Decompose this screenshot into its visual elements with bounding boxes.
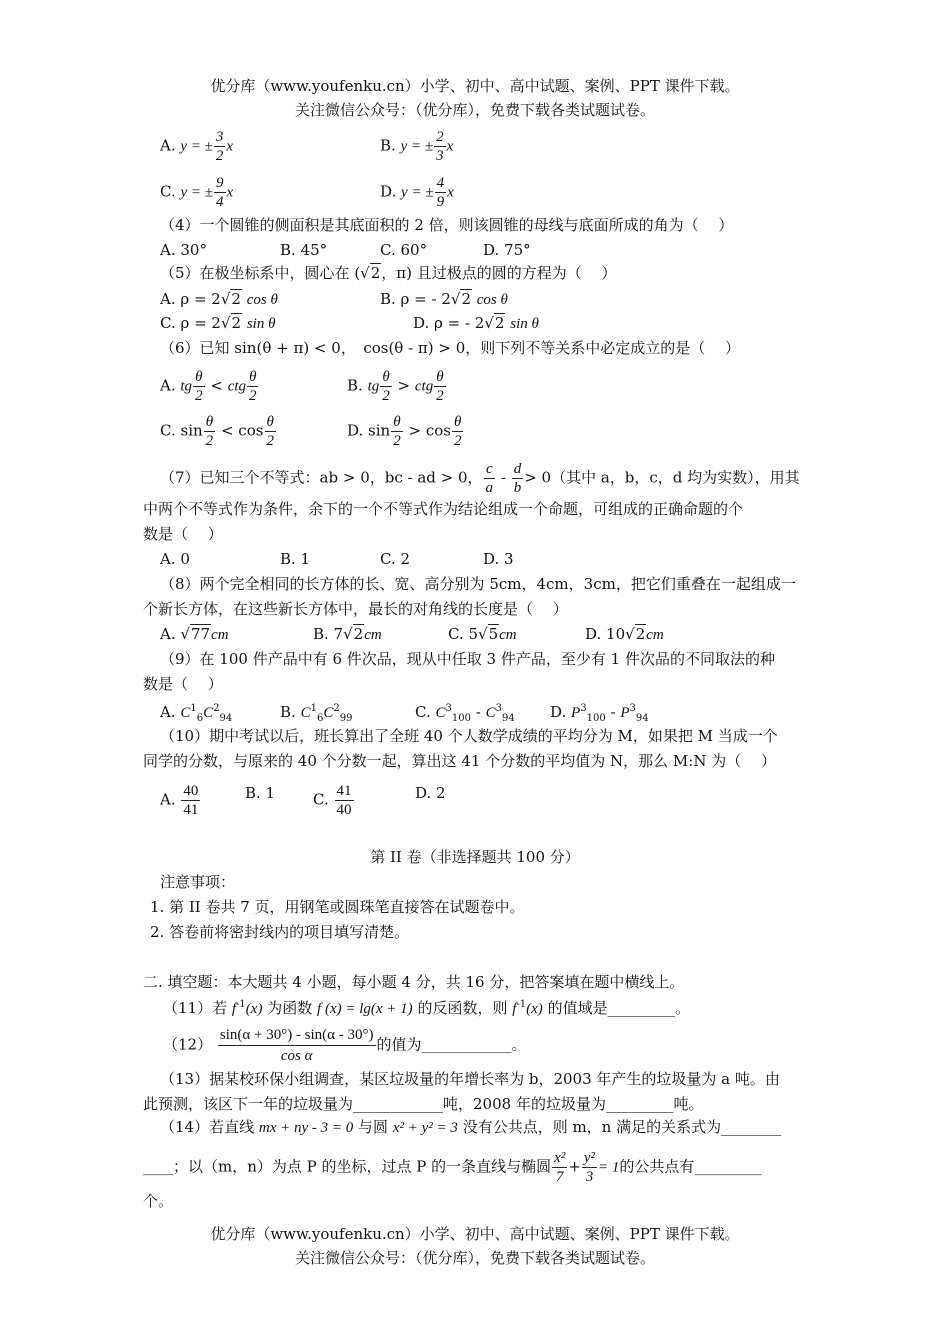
q9-option-a: A. $C^1_6C^2_{94}$ [160, 703, 233, 724]
q4-option-d: D. 75° [483, 241, 531, 259]
footer-line-1: 优分库（www.youfenku.cn）小学、初中、高中试题、案例、PPT 课件下载。 [210, 1225, 740, 1243]
q7-option-d: D. 3 [483, 550, 514, 568]
q7-stem-line-1: （7）已知三个不等式：ab > 0，bc - ad > 0， $\frac{c}{a}$ - $\frac{d}{b}$ > 0（其中 a，b，c，d 均为实数），用其 [160, 461, 800, 496]
q9-option-c: C. $C^3_{100} - C^3_{94}$ [415, 703, 515, 724]
q9-stem-line-1: （9）在 100 件产品中有 6 件次品，现从中任取 3 件产品，至少有 1 件次品的不同取法的种 [160, 650, 775, 668]
q3-option-a: A. y = ± $\frac{3}{2}$ x [160, 129, 234, 164]
q6-option-c: C. sin $\frac{\theta}{2}$ < cos $\frac{\theta}{2}$ [160, 414, 274, 449]
q10-option-d: D. 2 [415, 784, 446, 802]
q4-option-a: A. 30° [160, 241, 207, 259]
q11-line: （11）若 $f^{-1}(x)$ 为函数 f (x) = lg(x + 1) 的反函数，则 $f^{-1}(x)$ 的值域是_________。 [163, 999, 691, 1017]
q4-stem: （4）一个圆锥的侧面积是其底面积的 2 倍，则该圆锥的母线与底面所成的角为（ ） [160, 216, 734, 234]
q5-option-d: D. ρ = - 2√2 sin θ [413, 314, 539, 332]
header-line-2: 关注微信公众号：（优分库），免费下载各类试题试卷。 [294, 101, 655, 119]
notice-item-1: 1. 第 II 卷共 7 页，用钢笔或圆珠笔直接答在试题卷中。 [150, 898, 525, 916]
q9-stem-line-2: 数是（ ） [143, 675, 223, 693]
q6-option-d: D. sin $\frac{\theta}{2}$ > cos $\frac{\theta}{2}$ [347, 414, 462, 449]
q5-stem: （5）在极坐标系中，圆心在 (√2，π) 且过极点的圆的方程为（ ） [160, 264, 617, 282]
q8-stem-line-2: 个新长方体，在这些新长方体中，最长的对角线的长度是（ ） [143, 600, 568, 618]
q4-option-b: B. 45° [280, 241, 328, 259]
q8-option-c: C. 5√5cm [448, 625, 517, 643]
q8-option-a: A. √77cm [160, 625, 229, 643]
q8-option-b: B. 7√2cm [313, 625, 382, 643]
q7-option-a: A. 0 [160, 550, 190, 568]
q3-option-b: B. y = ± $\frac{2}{3}$ x [380, 129, 454, 164]
q7-option-b: B. 1 [280, 550, 311, 568]
q14-line-2: ____；以（m，n）为点 P 的坐标，过点 P 的一条直线与椭圆 $\frac{\text{x²}}{7}$ + $\frac{\text{y²}}{3}$ = 1的公共点有_________ [143, 1150, 762, 1185]
q13-line-1: （13）据某校环保小组调查，某区垃圾量的年增长率为 b，2003 年产生的垃圾量为 a 吨。由 [160, 1070, 780, 1088]
q14-line-3: 个。 [143, 1192, 174, 1210]
q10-option-c: C. $\frac{41}{40}$ [313, 783, 352, 818]
notice-heading: 注意事项： [160, 873, 236, 891]
part2-title: 第 II 卷（非选择题共 100 分） [370, 848, 580, 866]
q9-option-b: B. $C^1_6C^2_{99}$ [280, 703, 353, 724]
q8-stem-line-1: （8）两个完全相同的长方体的长、宽、高分别为 5cm，4cm，3cm，把它们重叠在一起组成一 [160, 575, 796, 593]
q8-option-d: D. 10√2cm [585, 625, 664, 643]
q4-option-c: C. 60° [380, 241, 428, 259]
header-line-1: 优分库（www.youfenku.cn）小学、初中、高中试题、案例、PPT 课件下载。 [210, 77, 740, 95]
q7-stem-line-3: 数是（ ） [143, 525, 223, 543]
q5-option-a: A. ρ = 2√2 cos θ [160, 290, 278, 308]
q14-line-1: （14）若直线 mx + ny - 3 = 0 与圆 x² + y² = 3 没有公共点，则 m，n 满足的关系式为________ [160, 1118, 782, 1136]
q5-option-c: C. ρ = 2√2 sin θ [160, 314, 276, 332]
notice-item-2: 2. 答卷前将密封线内的项目填写清楚。 [150, 923, 410, 941]
q9-option-d: D. $P^3_{100} - P^3_{94}$ [550, 703, 649, 724]
q6-option-a: A. tg $\frac{\theta}{2}$ < ctg $\frac{\theta}{2}$ [160, 369, 257, 404]
q10-option-a: A. $\frac{40}{41}$ [160, 783, 199, 818]
q3-option-c: C. y = ± $\frac{9}{4}$ x [160, 175, 234, 210]
q6-stem: （6）已知 sin(θ + π) < 0， cos(θ - π) > 0，则下列不等关系中必定成立的是（ ） [160, 339, 741, 357]
section-2-title: 二. 填空题：本大题共 4 小题，每小题 4 分，共 16 分，把答案填在题中横线上。 [143, 973, 685, 991]
footer-line-2: 关注微信公众号：（优分库），免费下载各类试题试卷。 [294, 1249, 655, 1267]
q10-option-b: B. 1 [245, 784, 276, 802]
q5-option-b: B. ρ = - 2√2 cos θ [380, 290, 508, 308]
q7-stem-line-2: 中两个不等式作为条件，余下的一个不等式作为结论组成一个命题，可组成的正确命题的个 [143, 500, 744, 518]
q3-option-d: D. y = ± $\frac{4}{9}$ x [380, 175, 454, 210]
q12-line: （12） $\frac{\sin(\alpha + 30^\circ) - \sin(\alpha - 30^\circ)}{\text{cos α}}$ 的值为____________。 [163, 1027, 527, 1064]
q10-stem-line-2: 同学的分数，与原来的 40 个分数一起，算出这 41 个分数的平均值为 N，那么 M:N 为（ ） [143, 752, 776, 770]
q10-stem-line-1: （10）期中考试以后，班长算出了全班 40 个人数学成绩的平均分为 M，如果把 M 当成一个 [160, 727, 778, 745]
q7-option-c: C. 2 [380, 550, 411, 568]
q6-option-b: B. tg $\frac{\theta}{2}$ > ctg $\frac{\theta}{2}$ [347, 369, 444, 404]
q13-line-2: 此预测，该区下一年的垃圾量为____________吨，2008 年的垃圾量为_________吨。 [143, 1095, 704, 1113]
